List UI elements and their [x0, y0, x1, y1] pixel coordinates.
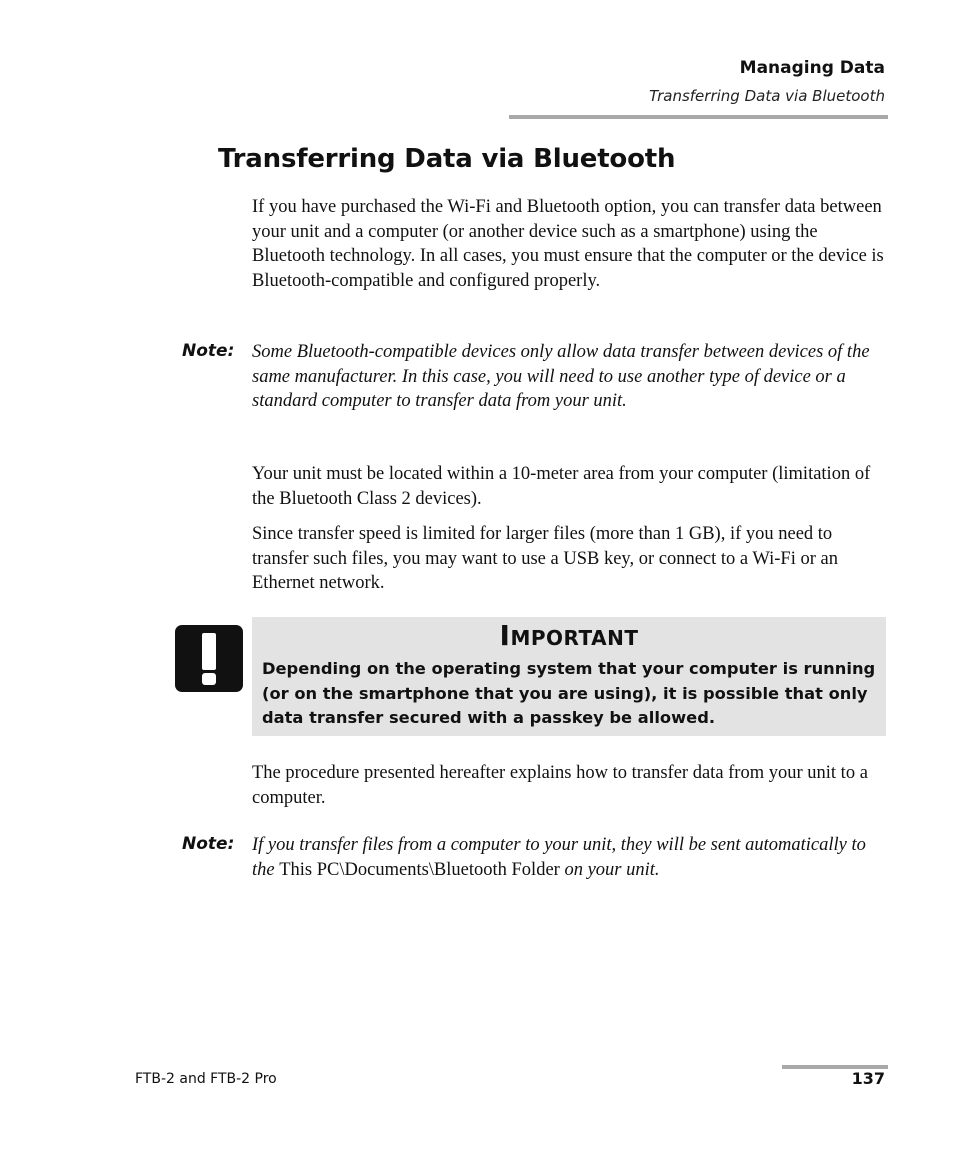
running-header-section: Transferring Data via Bluetooth — [649, 87, 885, 105]
note-text-before: If you transfer files from a computer to your unit, they will be sent automatically to the — [252, 835, 866, 880]
header-rule — [509, 115, 888, 119]
intro-paragraph: If you have purchased the Wi-Fi and Bluetooth option, you can transfer data between your unit and a computer (or another device such as a smartphone) using the Bluetooth technology. In all cases, you must ensure that the computer or the device is Bluetooth-compatible and configured properly. — [252, 197, 884, 291]
important-text: Depending on the operating system that your computer is running (or on the smartphone that you are using), it is possible that only data transfer secured with a passkey be allowed. — [262, 659, 876, 727]
important-title: Important — [499, 619, 639, 652]
note-text — [252, 833, 880, 882]
page-title: Transferring Data via Bluetooth — [218, 144, 676, 174]
folder-path: This PC\Documents\Bluetooth Folder — [279, 859, 560, 880]
note-text: Some Bluetooth-compatible devices only allow data transfer between devices of the same manufacturer. In this case, you will need to use another type of device or a standard computer to transfer data from your unit. — [252, 342, 870, 411]
important-box — [252, 617, 886, 736]
footer-product: FTB-2 and FTB-2 Pro — [135, 1071, 277, 1087]
exclamation-icon — [175, 625, 243, 692]
speed-paragraph: Since transfer speed is limited for larger files (more than 1 GB), if you need to transfer such files, you may want to use a USB key, or connect to a Wi-Fi or an Ethernet network. — [252, 524, 838, 593]
page-number: 137 — [851, 1069, 885, 1088]
note-text-after: on your unit. — [559, 859, 660, 880]
note-label: Note: — [182, 341, 235, 361]
running-header-chapter: Managing Data — [739, 58, 885, 78]
procedure-paragraph: The procedure presented hereafter explains how to transfer data from your unit to a computer. — [252, 763, 868, 808]
range-paragraph: Your unit must be located within a 10-meter area from your computer (limitation of the Bluetooth Class 2 devices). — [252, 464, 871, 509]
note-label: Note: — [182, 834, 235, 854]
